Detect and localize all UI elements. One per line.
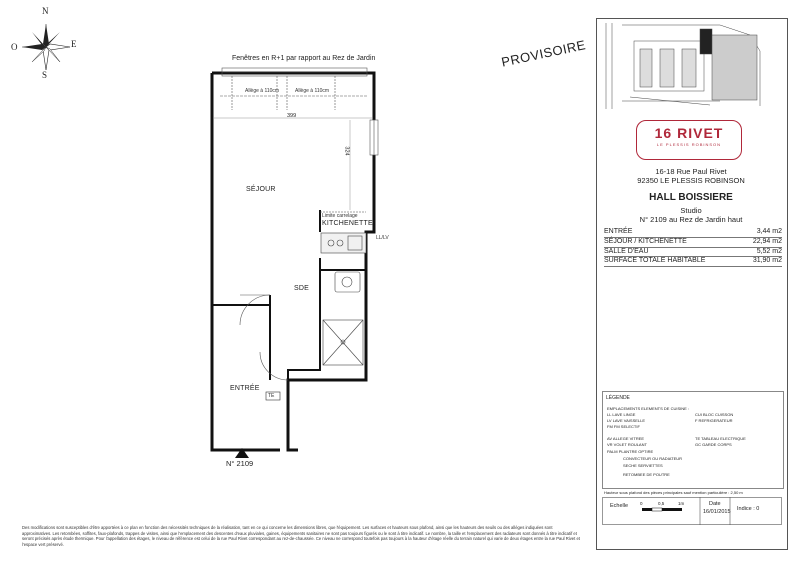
unit-description: [596, 206, 786, 224]
legend-item: CONVECTEUR OU RADIATEUR: [623, 456, 683, 461]
scale-tick-1m: 1m: [678, 501, 685, 506]
legend-item: VR VOLET ROULANT: [607, 442, 647, 447]
scale-label: Echelle: [610, 503, 629, 509]
allege-note-2: Allège à 110cm: [295, 88, 330, 94]
area-row-entree: [604, 228, 782, 238]
brand-logo: [636, 120, 742, 160]
legend-item: RETOMBEE DE POUTRE: [623, 472, 670, 477]
te-label: TE: [268, 393, 275, 399]
plan-header: Fenêtres en R+1 par rapport au Rez de Jardin: [232, 55, 376, 62]
area-value: 3,44 m2: [756, 228, 782, 235]
date-label: Date: [709, 501, 721, 507]
legend-item: TE TABLEAU ELECTRIQUE: [695, 436, 746, 441]
compass-e: E: [71, 39, 77, 49]
provisoire-stamp: PROVISOIRE: [500, 37, 588, 70]
legend-subtitle: EMPLACEMENTS ELEMENTS DE CUISINE :: [607, 406, 690, 411]
legend-box: [602, 391, 784, 489]
compass-n: N: [42, 6, 49, 16]
floor-plan: [190, 40, 400, 480]
legend-item: CUI BLOC CUISSON: [695, 412, 734, 417]
area-row-total: [604, 257, 782, 267]
footer-info: [602, 497, 782, 525]
scale-tick-05: 0,5: [658, 501, 665, 506]
compass-o: O: [11, 42, 18, 52]
area-value: 31,90 m2: [752, 257, 782, 265]
address: [596, 167, 786, 185]
legend-item: LV LAVE VAISSELLE: [607, 418, 646, 423]
legend-item: SECHE SERVIETTES: [623, 463, 663, 468]
area-value: 5,52 m2: [756, 247, 782, 255]
width-dimension: 399: [287, 113, 297, 119]
unit-type: Studio: [680, 206, 702, 215]
building-name: HALL BOISSIERE: [649, 192, 733, 203]
room-sde: SDE: [294, 285, 309, 292]
unit-number: N° 2109 au Rez de Jardin haut: [639, 215, 743, 224]
address-line-1: 16-18 Rue Paul Rivet: [655, 167, 727, 176]
depth-dimension: 324: [343, 146, 350, 156]
site-plan-map: [600, 21, 783, 111]
legend-item: F REFRIGERATEUR: [695, 418, 733, 423]
area-value: 22,94 m2: [752, 237, 782, 245]
lllv-note: LL/LV: [376, 235, 389, 241]
allege-note-1: Allège à 110cm: [245, 88, 280, 94]
area-label: SÉJOUR / KITCHENETTE: [604, 237, 687, 245]
indice-value: Indice : 0: [737, 506, 760, 512]
compass-s: S: [42, 70, 48, 80]
limite-carrelage-note: Limite carrelage: [322, 213, 358, 219]
areas-table: [604, 228, 782, 267]
date-value: 16/01/2015: [703, 509, 731, 515]
legend-item: FM FM SELECTIF: [607, 424, 640, 429]
compass-rose: [8, 6, 78, 82]
room-entree: ENTRÉE: [230, 385, 260, 392]
area-label: SURFACE TOTALE HABITABLE: [604, 257, 706, 265]
area-row-salle-eau: [604, 248, 782, 258]
lot-number: N° 2109: [226, 459, 254, 468]
legend-item: GC GARDE CORPS: [695, 442, 732, 447]
legend-title: LÉGENDE: [606, 395, 630, 401]
ceiling-height-note: Hauteur sous plafond des pièces principales sauf mention particulière : 2,50 m: [604, 490, 743, 495]
scale-tick-0: 0: [640, 501, 643, 506]
area-row-sejour: [604, 238, 782, 248]
legal-disclaimer: Des modifications sont susceptibles d'être apportées à ce plan en fonction des nécessités techniques de la réalisation, tant en ce qui concerne les dimensions libres, que l'équipement. Les surfaces et hauteurs sous plafond, ainsi que les hauteurs des seuils ou des allèges indiquées sont approximatives. Les retombées, soffites, faux-plafonds, trappes de visites, ainsi que l'emplacement des descentes d'eaux pluviales, gaines, équipements sanitaires ne sont pas toujours figurés ou le sont à titre indicatif. Le nombre, la taille et l'emplacement des radiateurs sont donnés à titre indicatif et seront précisés après étude thermique. Pour l'appellation des étages, le niveau de référence est celui de la rue Paul Rivet correspondant au rez-de-chaussée. Ce niveau ne correspond toutefois pas toujours à la hauteur d'étage réelle du terrain naturel qui varie de deux étages entre la rue Paul Rivet et l'espace vert préservé.: [22, 525, 580, 547]
room-kitchenette: KITCHENETTE: [322, 220, 373, 227]
area-label: ENTRÉE: [604, 228, 633, 235]
logo-sub-text: LE PLESSIS ROBINSON: [656, 142, 722, 147]
address-line-2: 92350 LE PLESSIS ROBINSON: [637, 176, 745, 185]
room-sejour: SÉJOUR: [246, 186, 276, 193]
legend-item: LL LAVE LINGE: [607, 412, 636, 417]
logo-main-text: 16 RIVET: [654, 125, 724, 141]
legend-item: AV ALLEGE VITREE: [607, 436, 645, 441]
legend-item: PALM PLANTRE OPTIRE: [607, 449, 654, 454]
area-label: SALLE D'EAU: [604, 247, 649, 255]
